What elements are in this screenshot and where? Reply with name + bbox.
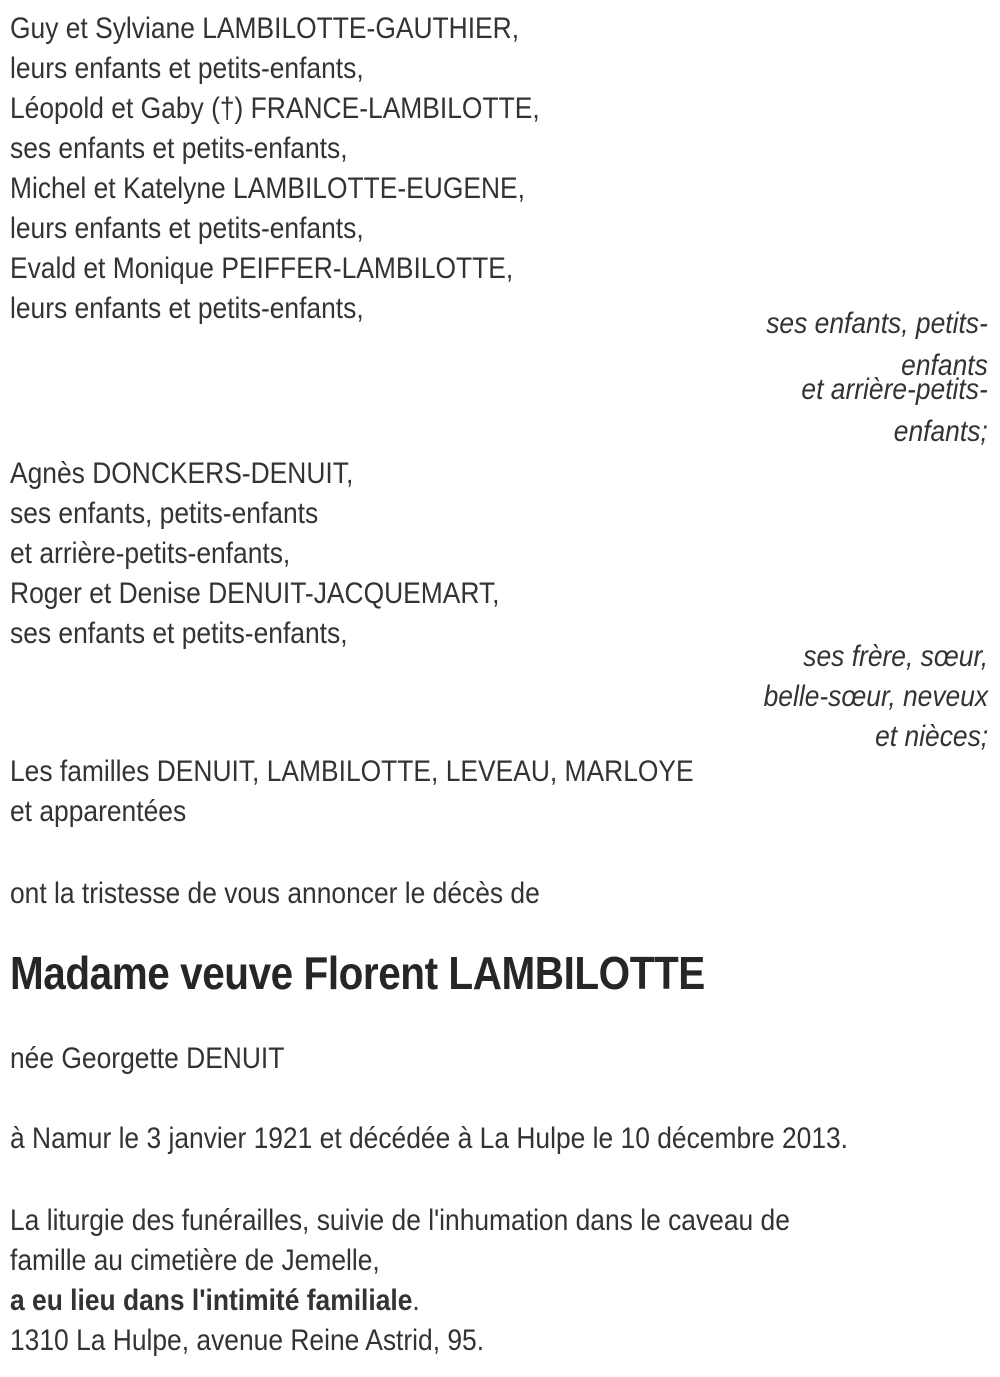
funeral-line-2: famille au cimetière de Jemelle, (10, 1244, 380, 1277)
family-line: et arrière-petits-enfants, (10, 537, 291, 570)
family-line: ses enfants, petits-enfants (10, 497, 319, 530)
family-line: leurs enfants et petits-enfants, (10, 52, 364, 85)
relation-block-3 (733, 637, 988, 757)
relation-line: belle-sœur, neveux (763, 680, 988, 713)
family-line: ses enfants et petits-enfants, (10, 617, 348, 650)
family-line: Michel et Katelyne LAMBILOTTE-EUGENE, (10, 172, 525, 205)
funeral-privacy-period: . (412, 1284, 420, 1317)
relation-line: et nièces; (874, 720, 988, 753)
relation-block-2 (776, 369, 988, 453)
relation-line: enfants (901, 349, 988, 382)
dates-block (10, 1119, 962, 1159)
family-line: Evald et Monique PEIFFER-LAMBILOTTE, (10, 252, 514, 285)
families-line: Les familles DENUIT, LAMBILOTTE, LEVEAU, MARLOYE (10, 755, 694, 788)
family-block-2 (10, 454, 566, 654)
address-line: 1310 La Hulpe, avenue Reine Astrid, 95. (10, 1324, 485, 1357)
funeral-block (10, 1201, 896, 1361)
family-block-1 (10, 9, 612, 329)
deceased-name: Madame veuve Florent LAMBILOTTE (10, 947, 705, 999)
family-line: Léopold et Gaby (†) FRANCE-LAMBILOTTE, (10, 92, 540, 125)
relation-line: ses enfants, petits- (766, 307, 988, 340)
maiden-name-line: née Georgette DENUIT (10, 1042, 285, 1075)
family-line: Agnès DONCKERS-DENUIT, (10, 457, 354, 490)
intro-block (10, 874, 612, 914)
families-block (10, 752, 787, 832)
relation-line: enfants; (894, 415, 988, 448)
funeral-line-1: La liturgie des funérailles, suivie de l'inhumation dans le caveau de (10, 1204, 790, 1237)
deceased-name-heading (10, 949, 800, 997)
dates-line: à Namur le 3 janvier 1921 et décédée à La Hulpe le 10 décembre 2013. (10, 1122, 849, 1155)
family-line: Roger et Denise DENUIT-JACQUEMART, (10, 577, 500, 610)
intro-line: ont la tristesse de vous annoncer le décès de (10, 877, 540, 910)
funeral-privacy-text: a eu lieu dans l'intimité familiale (10, 1284, 413, 1317)
family-line: leurs enfants et petits-enfants, (10, 212, 364, 245)
maiden-name-block (10, 1039, 322, 1079)
family-line: ses enfants et petits-enfants, (10, 132, 348, 165)
families-line: et apparentées (10, 795, 187, 828)
family-line: Guy et Sylviane LAMBILOTTE-GAUTHIER, (10, 12, 520, 45)
relation-line: et arrière-petits- (801, 373, 988, 406)
relation-line: ses frère, sœur, (803, 640, 988, 673)
family-line: leurs enfants et petits-enfants, (10, 292, 364, 325)
funeral-privacy-line (10, 1281, 790, 1321)
